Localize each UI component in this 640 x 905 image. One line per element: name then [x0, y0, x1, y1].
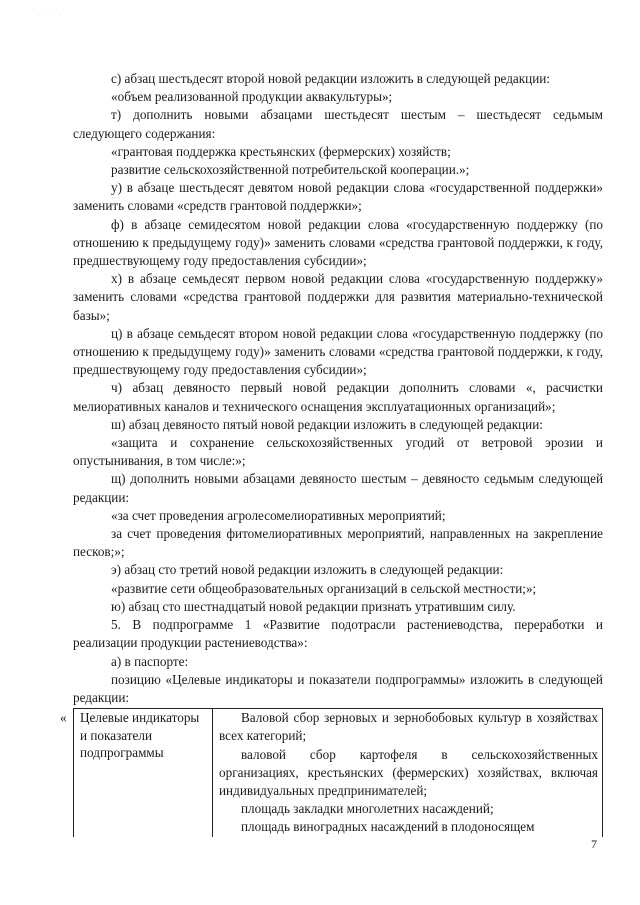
paragraph: у) в абзаце шестьдесят девятом новой редакции слова «государственной поддержки» заменить словами «средств грантовой поддержки»; — [73, 180, 603, 214]
table-cell-label: Целевые индикаторы и показатели подпрограммы — [74, 709, 213, 838]
paragraph: ц) в абзаце семьдесят втором новой редакции слова «государственную поддержку (по отношению к предыдущему году)» заменить словами «средства грантовой поддержки, к году, предшествующему году предоставления субсидии»; — [73, 325, 603, 378]
paragraph: «за счет проведения агролесомелиоративных мероприятий; — [111, 507, 446, 523]
scan-header-mark: . . . . — [38, 12, 63, 18]
indicator-item: валовой сбор картофеля в сельскохозяйственных организациях, крестьянских (фермерских) хозяйствах, включая индивидуальных предпринимателей; — [219, 746, 598, 798]
paragraph: ю) абзац сто шестнадцатый новой редакции признать утратившим силу. — [111, 598, 516, 614]
open-quote-mark: « — [60, 710, 67, 726]
paragraph: с) абзац шестьдесят второй новой редакции изложить в следующей редакции: — [111, 71, 551, 86]
paragraph: «грантовая поддержка крестьянских (фермерских) хозяйств; — [111, 143, 451, 159]
paragraph: а) в паспорте: — [111, 653, 189, 669]
paragraph: «защита и сохранение сельскохозяйственных угодий от ветровой эрозии и опустынивания, в том числе:»; — [73, 435, 603, 469]
table-row — [74, 709, 603, 838]
paragraph: «развитие сети общеобразовательных организаций в сельской местности;»; — [111, 580, 537, 596]
paragraph: щ) дополнить новыми абзацами девяносто шестым – девяносто седьмым следующей редакции: — [73, 471, 603, 505]
page-number: 7 — [591, 837, 597, 851]
paragraph: за счет проведения фитомелиоративных мероприятий, направленных на закрепление песков;»; — [73, 526, 603, 560]
paragraph: э) абзац сто третий новой редакции изложить в следующей редакции: — [111, 562, 504, 578]
indicators-table-block — [60, 708, 603, 837]
paragraph: 5. В подпрограмме 1 «Развитие подотрасли растениеводства, переработки и реализации продукции растениеводства»: — [73, 617, 603, 651]
paragraph: ч) абзац девяносто первый новой редакции дополнить словами «, расчистки мелиоративных каналов и технического оснащения эксплуатационных организаций»; — [73, 380, 603, 414]
paragraph: х) в абзаце семьдесят первом новой редакции слова «государственную поддержку» заменить словами «средства грантовой поддержки для развития материально-технической базы»; — [73, 271, 603, 323]
paragraph: ф) в абзаце семидесятом новой редакции слова «государственную поддержку (по отношению к предыдущему году)» заменить словами «средства грантовой поддержки, к году, предшествующему году предоставления субсидии»; — [73, 216, 603, 269]
cut-off-line — [219, 818, 598, 837]
paragraph: «объем реализованной продукции аквакультуры»; — [111, 89, 393, 105]
paragraph: ш) абзац девяносто пятый новой редакции изложить в следующей редакции: — [111, 416, 543, 432]
indicator-item: площадь закладки многолетних насаждений; — [241, 801, 494, 817]
table-cell-content — [213, 709, 603, 838]
indicators-table — [73, 708, 603, 837]
document-body — [60, 70, 603, 837]
paragraph: т) дополнить новыми абзацами шестьдесят шестым – шестьдесят седьмым следующего содержания: — [73, 107, 603, 141]
indicator-item: площадь виноградных насаждений в плодоносящем — [241, 819, 535, 835]
indicator-item: Валовой сбор зерновых и зернобобовых культур в хозяйствах всех категорий; — [219, 710, 598, 744]
paragraph: позицию «Целевые индикаторы и показатели подпрограммы» изложить в следующей редакции: — [73, 671, 603, 705]
paragraph: развитие сельскохозяйственной потребительской кооперации.»; — [111, 162, 470, 178]
